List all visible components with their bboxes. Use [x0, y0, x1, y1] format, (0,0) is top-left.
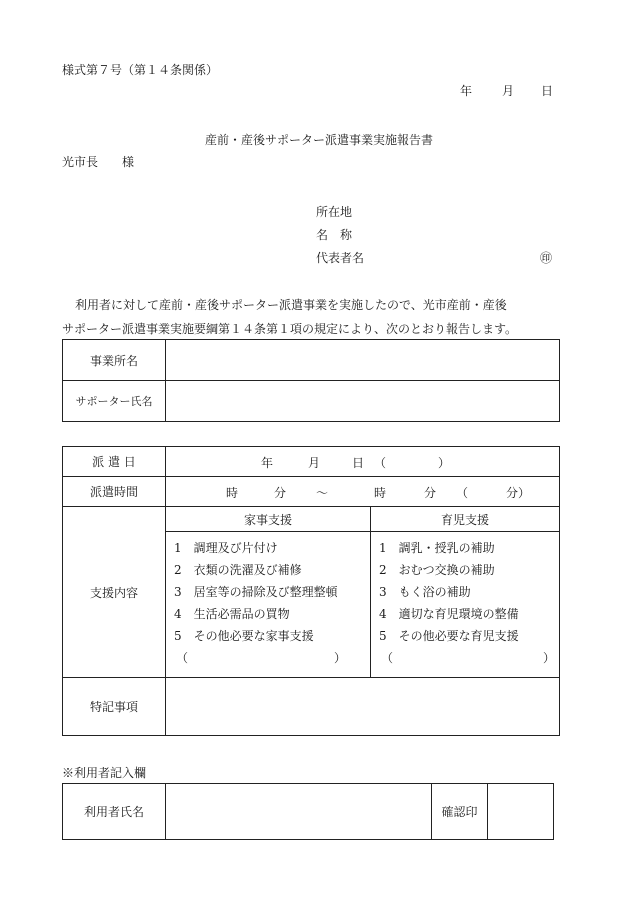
housework-paren-open: （	[176, 651, 189, 665]
document-title: 産前・産後サポーター派遣事業実施報告書	[205, 133, 434, 147]
housework-list	[166, 532, 371, 678]
seal-mark: ㊞	[540, 251, 553, 265]
form-number: 様式第７号（第１４条関係）	[62, 63, 219, 77]
dispatch-date-paren-open: （	[374, 456, 387, 470]
dispatch-time-label: 派遣時間	[63, 477, 166, 507]
childcare-item[interactable]: 2 おむつ交換の補助	[379, 563, 495, 577]
dispatch-date-month: 月	[308, 456, 321, 470]
housework-item[interactable]: 2 衣類の洗濯及び補修	[174, 563, 302, 577]
user-table	[62, 783, 554, 840]
time-hour-end: 時	[374, 486, 387, 500]
housework-item[interactable]: 5 その他必要な家事支援	[174, 629, 314, 643]
confirm-seal-field[interactable]	[488, 784, 554, 840]
housework-item[interactable]: 4 生活必需品の買物	[174, 607, 290, 621]
childcare-header: 育児支援	[371, 507, 560, 532]
childcare-other-field[interactable]	[371, 647, 559, 669]
dispatch-date-field[interactable]	[166, 447, 560, 477]
dispatch-date-label: 派 遣 日	[63, 447, 166, 477]
dispatch-time-field[interactable]	[166, 477, 560, 507]
date-year-label: 年	[460, 84, 473, 98]
special-notes-field[interactable]	[166, 678, 560, 736]
office-name-label: 事業所名	[63, 340, 166, 381]
user-section-heading: ※利用者記入欄	[62, 766, 147, 780]
dispatch-date-paren-close: ）	[438, 456, 451, 470]
confirm-seal-label: 確認印	[432, 784, 488, 840]
time-total-minutes: 分）	[506, 486, 531, 500]
supporter-name-label: サポーター氏名	[63, 381, 166, 422]
dispatch-date-year: 年	[261, 456, 274, 470]
childcare-paren-open: （	[381, 651, 394, 665]
date-month-label: 月	[502, 84, 515, 98]
childcare-paren-close: ）	[543, 651, 556, 665]
name-label: 名 称	[316, 228, 353, 242]
time-minute-end: 分	[424, 486, 437, 500]
childcare-list	[371, 532, 560, 678]
housework-other-field[interactable]	[166, 647, 370, 669]
housework-header: 家事支援	[166, 507, 371, 532]
user-name-label: 利用者氏名	[63, 784, 166, 840]
childcare-item[interactable]: 1 調乳・授乳の補助	[379, 541, 495, 555]
childcare-item[interactable]: 4 適切な育児環境の整備	[379, 607, 519, 621]
body-text-line1: 利用者に対して産前・産後サポーター派遣事業を実施したので、光市産前・産後	[75, 298, 507, 312]
location-label: 所在地	[316, 205, 353, 219]
support-content-label: 支援内容	[63, 507, 166, 678]
representative-label: 代表者名	[316, 251, 365, 265]
special-notes-label: 特記事項	[63, 678, 166, 736]
childcare-item[interactable]: 3 もく浴の補助	[379, 585, 471, 599]
time-total-paren-open: （	[456, 486, 469, 500]
dispatch-table	[62, 446, 560, 736]
time-tilde: ～	[316, 486, 329, 500]
dispatch-date-day: 日	[352, 456, 365, 470]
time-minute-start: 分	[274, 486, 287, 500]
office-name-field[interactable]	[166, 340, 560, 381]
user-name-field[interactable]	[166, 784, 432, 840]
time-hour-start: 時	[226, 486, 239, 500]
date-day-label: 日	[541, 84, 554, 98]
childcare-item[interactable]: 5 その他必要な育児支援	[379, 629, 519, 643]
supporter-name-field[interactable]	[166, 381, 560, 422]
addressee: 光市長 様	[62, 155, 135, 169]
housework-item[interactable]: 3 居室等の掃除及び整理整頓	[174, 585, 338, 599]
housework-paren-close: ）	[334, 651, 347, 665]
office-table	[62, 339, 560, 422]
body-text-line2: サポーター派遣事業実施要綱第１４条第１項の規定により、次のとおり報告します。	[62, 322, 518, 336]
housework-item[interactable]: 1 調理及び片付け	[174, 541, 278, 555]
